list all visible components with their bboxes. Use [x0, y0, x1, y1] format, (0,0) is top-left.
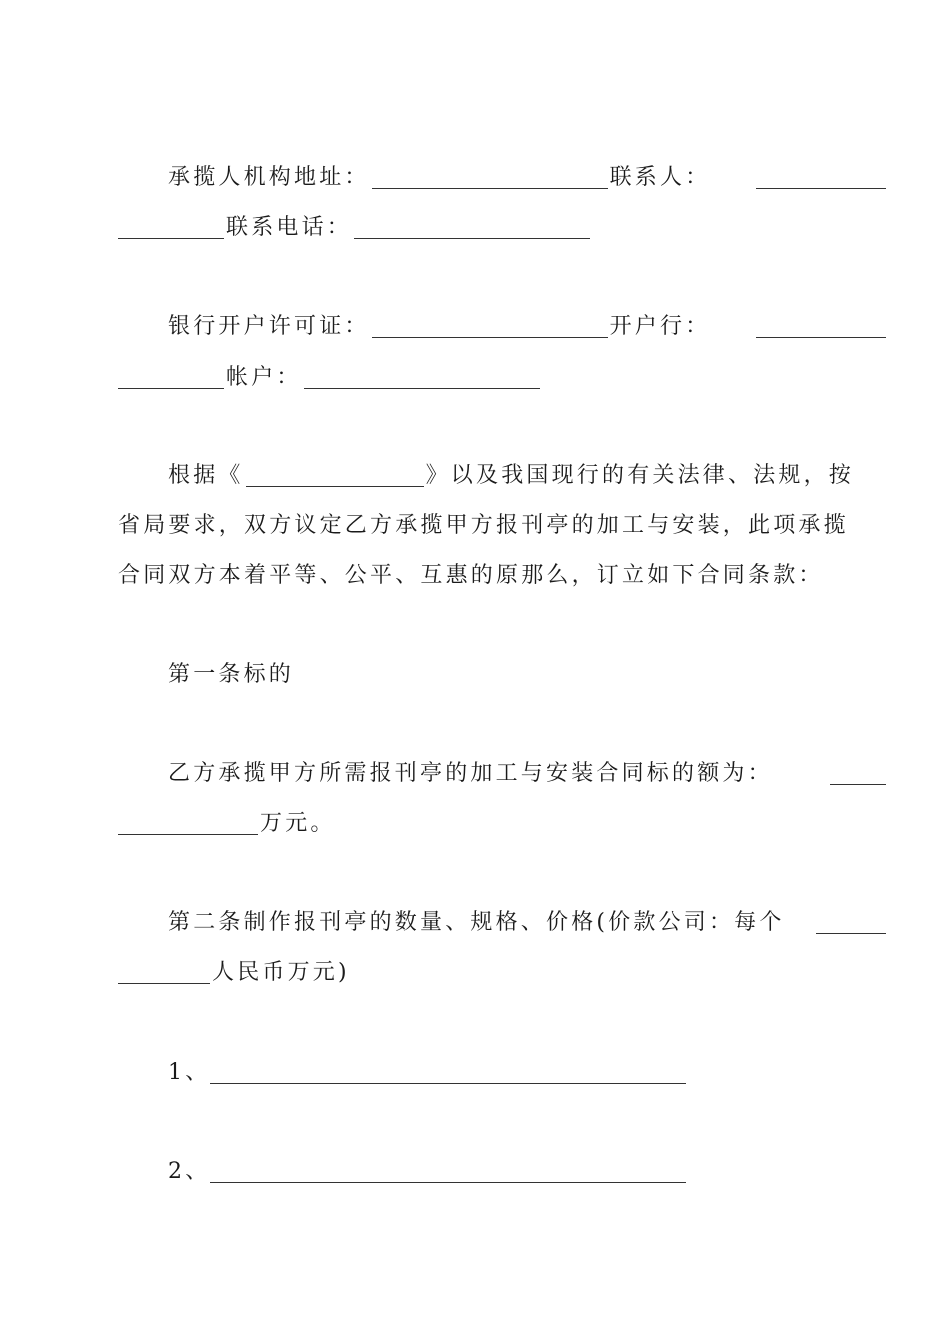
item-2-blank[interactable]: [210, 1152, 686, 1183]
basis-line-2: 省局要求，双方议定乙方承揽甲方报刊亭的加工与安装，此项承揽: [118, 513, 849, 538]
bank-blank[interactable]: [756, 307, 886, 338]
article-1-line-1: [118, 754, 888, 794]
bank-license-line: [118, 307, 888, 347]
unit-price-blank-cont[interactable]: [118, 953, 210, 984]
item-1: [118, 1053, 888, 1093]
item-1-blank[interactable]: [210, 1053, 686, 1084]
bank-blank-cont[interactable]: [118, 358, 224, 389]
article-2-text: 第二条制作报刊亭的数量、规格、价格(价款公司：每个: [168, 910, 785, 935]
contractor-address-label: 承揽人机构地址：: [168, 165, 370, 190]
account-blank[interactable]: [304, 358, 540, 389]
contact-person-blank-cont[interactable]: [118, 208, 224, 239]
basis-suffix: 》以及我国现行的有关法律、法规，按: [425, 463, 855, 488]
account-line: [118, 358, 838, 398]
contractor-address-line: [118, 158, 888, 198]
unit-price-blank[interactable]: [816, 903, 886, 934]
article-1-line-2: [118, 804, 838, 844]
contact-phone-label: 联系电话：: [226, 215, 353, 240]
article-2-line-2: [118, 953, 838, 993]
contact-phone-line: [118, 208, 838, 248]
bank-label: 开户行：: [609, 314, 711, 339]
basis-prefix: 根据《: [168, 463, 244, 488]
article-1-text: 乙方承揽甲方所需报刊亭的加工与安装合同标的额为：: [168, 761, 773, 786]
bank-license-label: 银行开户许可证：: [168, 314, 370, 339]
article-2-line-1: [118, 903, 888, 943]
article-1-title: 第一条标的: [168, 662, 295, 687]
article-2-tail: 人民币万元): [212, 960, 350, 985]
account-label: 帐户：: [226, 365, 302, 390]
contractor-address-blank[interactable]: [372, 158, 608, 189]
item-2: [118, 1152, 888, 1192]
article-1-unit: 万元。: [260, 811, 336, 836]
contact-person-blank[interactable]: [756, 158, 886, 189]
contract-amount-blank-cont[interactable]: [118, 804, 258, 835]
bank-license-blank[interactable]: [372, 307, 608, 338]
item-2-number: 2、: [168, 1159, 211, 1184]
basis-line-1: [118, 456, 888, 496]
item-1-number: 1、: [168, 1060, 211, 1085]
basis-line-3: 合同双方本着平等、公平、互惠的原那么，订立如下合同条款：: [118, 563, 824, 588]
contract-amount-blank[interactable]: [830, 754, 886, 785]
contact-person-label: 联系人：: [609, 165, 711, 190]
contact-phone-blank[interactable]: [354, 208, 590, 239]
law-name-blank[interactable]: [246, 456, 424, 487]
